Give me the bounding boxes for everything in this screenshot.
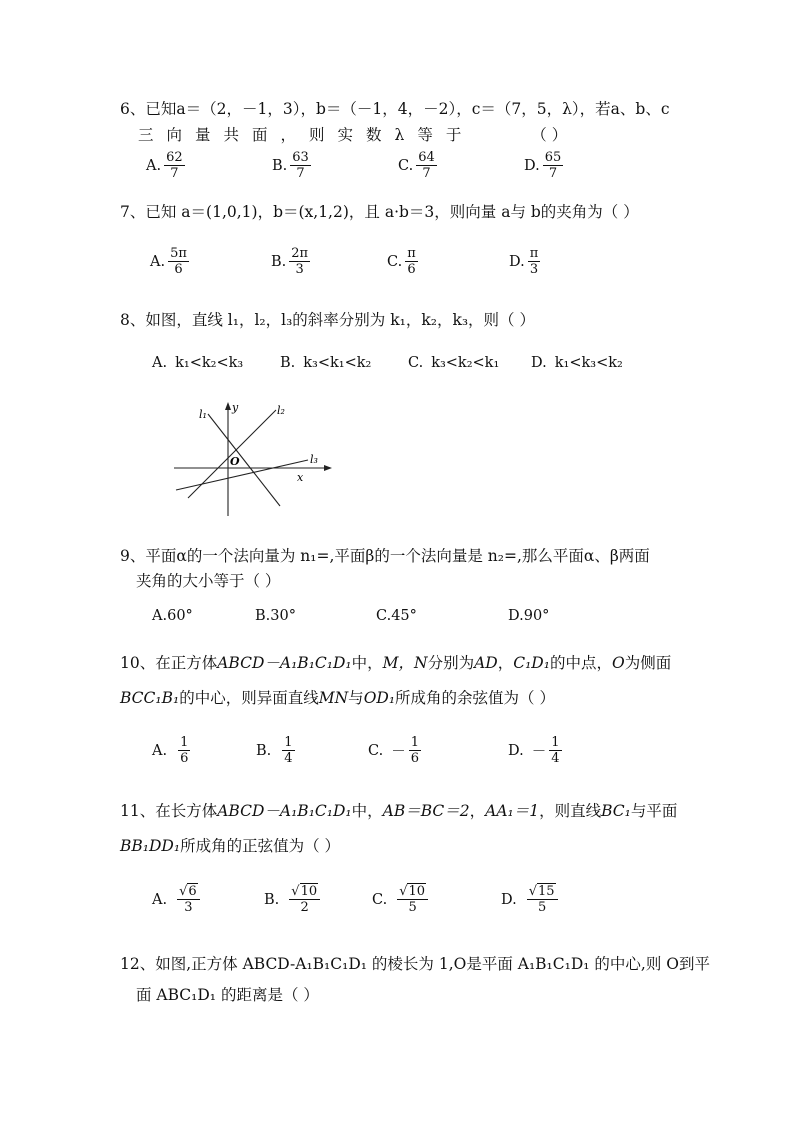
q7-option-a: A. $\frac{5\pi}{6}$: [150, 246, 187, 277]
q6-options: [146, 150, 646, 190]
q11-option-a: A. $\frac{√6}{3}$: [152, 884, 200, 915]
q6-line2: [138, 124, 567, 146]
q10-option-c: C. － $\frac{1}{6}$: [368, 735, 419, 766]
label-l2: l₂: [277, 404, 285, 417]
q9-option-b: B. 30°: [255, 608, 296, 624]
q7-text: 7、已知 a＝(1,0,1)，b＝(x,1,2)，且 a·b＝3，则向量 a与 b的夹角为（ ）: [120, 203, 639, 221]
q8-option-c: C. k₃<k₂<k₁: [408, 355, 500, 371]
q11-line2: BB₁DD₁所成角的正弦值为（ ）: [120, 837, 340, 855]
q8-options: [152, 355, 652, 377]
y-axis-arrow: [225, 402, 231, 410]
label-y: y: [232, 401, 239, 414]
q8-option-b: B. k₃<k₁<k₂: [280, 355, 372, 371]
q7-option-b: B. $\frac{2\pi}{3}$: [271, 246, 309, 277]
q8-option-a: A. k₁<k₂<k₃: [152, 355, 244, 371]
q6-option-b: B. $\frac{63}{7}$: [272, 150, 309, 181]
label-x: x: [297, 471, 304, 484]
q9-option-a: A. 60°: [152, 608, 193, 624]
q10-option-a: A. $\frac{1}{6}$: [152, 735, 189, 766]
q11-options: [152, 884, 652, 926]
q9-option-c: C. 45°: [376, 608, 417, 624]
q6-option-a: A. $\frac{62}{7}$: [146, 150, 183, 181]
q12-line1: 12、如图,正方体 ABCD-A₁B₁C₁D₁ 的棱长为 1,O是平面 A₁B₁C₁D₁ 的中心,则 O到平: [120, 955, 710, 973]
q6-line2-text: 三向量共面，则实数λ等于: [138, 126, 475, 144]
q10-cube: ABCD－A₁B₁C₁D₁: [217, 654, 352, 672]
q6-option-c: C. $\frac{64}{7}$: [398, 150, 435, 181]
q10-option-d: D. － $\frac{1}{4}$: [508, 735, 560, 766]
q12-line2: 面 ABC₁D₁ 的距离是（ ）: [136, 986, 319, 1004]
q6-option-d: D. $\frac{65}{7}$: [524, 150, 562, 181]
q9-line1: 9、平面α的一个法向量为 n₁=,平面β的一个法向量是 n₂=,那么平面α、β两面: [120, 547, 650, 565]
q11-option-c: C. $\frac{√10}{5}$: [372, 884, 428, 915]
q6-answer-paren: （ ）: [531, 126, 568, 144]
q7-options: [150, 246, 650, 286]
q10-option-b: B. $\frac{1}{4}$: [256, 735, 293, 766]
label-l3: l₃: [310, 453, 318, 466]
q10-options: [152, 735, 652, 775]
q9-line2: 夹角的大小等于（ ）: [136, 572, 281, 590]
x-axis-arrow: [324, 465, 332, 471]
q8-lines-figure: [168, 396, 338, 521]
q9-options: [152, 608, 652, 630]
label-o: O: [230, 455, 240, 468]
label-l1: l₁: [199, 408, 207, 421]
q11-option-b: B. $\frac{√10}{2}$: [264, 884, 320, 915]
q10-line2: BCC₁B₁的中心，则异面直线MN与OD₁所成角的余弦值为（ ）: [120, 689, 555, 707]
q9-option-d: D. 90°: [508, 608, 550, 624]
line-l1: [208, 414, 280, 506]
q8-text: 8、如图，直线 l₁，l₂，l₃的斜率分别为 k₁，k₂，k₃，则（ ）: [120, 311, 535, 329]
q11-option-d: D. $\frac{√15}{5}$: [501, 884, 558, 915]
q10-line1: 10、在正方体ABCD－A₁B₁C₁D₁中，M，N分别为AD，C₁D₁的中点，O为侧面: [120, 654, 672, 672]
q6-line1: 6、已知a＝（2，－1，3），b＝（－1，4，－2），c＝（7，5，λ），若a、b、c: [120, 100, 670, 118]
line-l3: [176, 460, 308, 490]
q7-option-c: C. $\frac{\pi}{6}$: [387, 246, 416, 277]
q7-option-d: D. $\frac{\pi}{3}$: [509, 246, 539, 277]
q8-option-d: D. k₁<k₃<k₂: [531, 355, 623, 371]
q11-line1: 11、在长方体ABCD－A₁B₁C₁D₁中，AB＝BC＝2，AA₁＝1，则直线BC₁与平面: [120, 802, 678, 820]
